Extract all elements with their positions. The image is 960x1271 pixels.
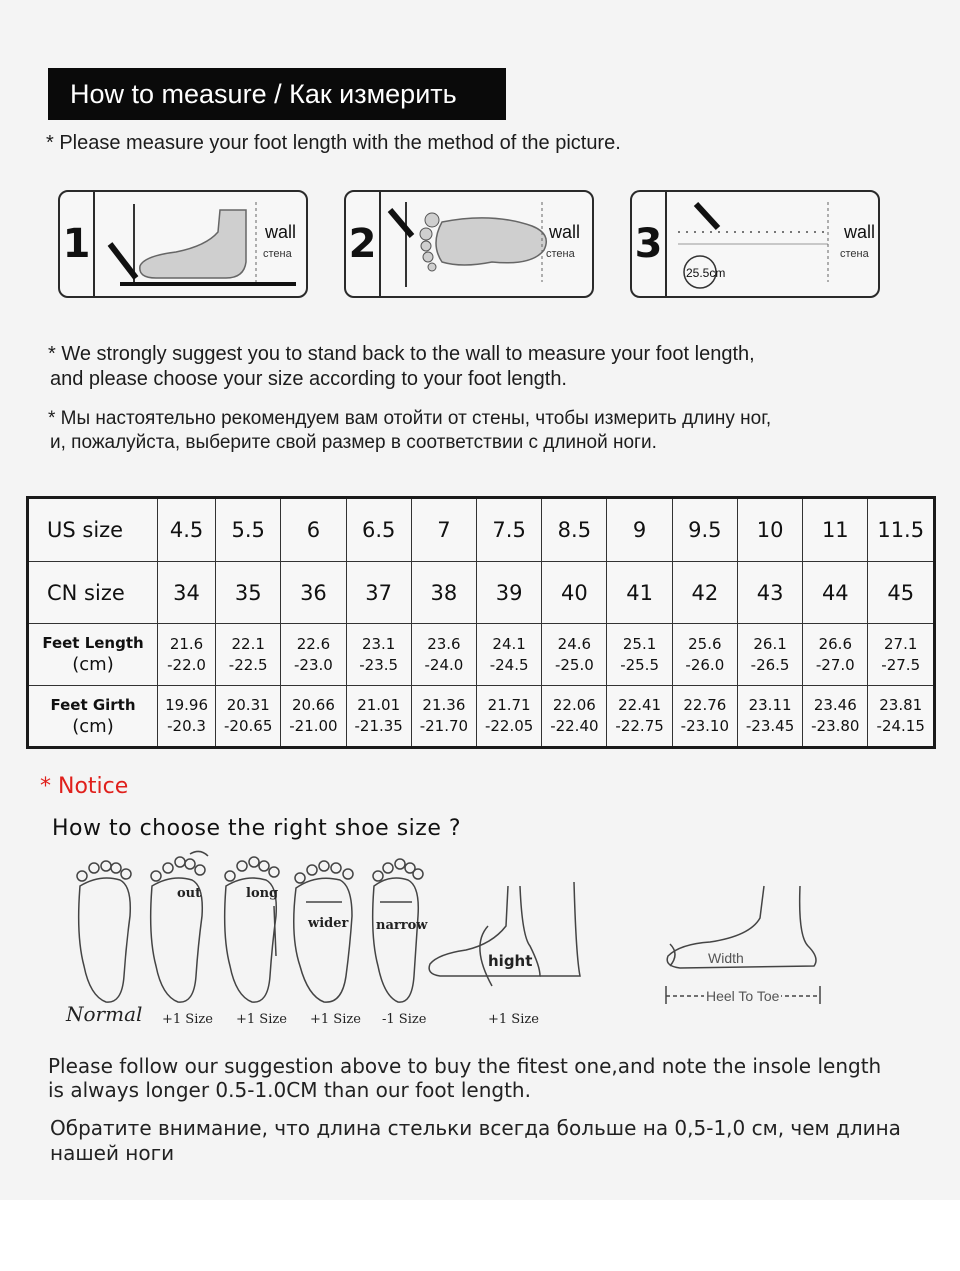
cn-size-cell: 40 <box>542 562 607 624</box>
cn-size-cell: 35 <box>216 562 281 624</box>
width-label: Width <box>708 950 744 966</box>
suggest-ru-line-1: * Мы настоятельно рекомендуем вам отойти от стены, чтобы измерить длину ног, <box>48 408 772 429</box>
feet-girth-header <box>28 686 158 748</box>
girth-cell <box>281 686 346 748</box>
girth-from: 21.36 <box>422 696 466 714</box>
length-cell <box>868 624 935 686</box>
length-cell <box>411 624 476 686</box>
girth-cell <box>737 686 802 748</box>
girth-from: 22.76 <box>683 696 727 714</box>
table-row-us <box>28 498 935 562</box>
girth-to: -23.10 <box>680 717 730 735</box>
foot-label-narrow: narrow <box>376 918 428 933</box>
girth-from: 22.41 <box>618 696 662 714</box>
us-size-cell: 6 <box>281 498 346 562</box>
girth-from: 21.71 <box>487 696 531 714</box>
cn-size-cell: 37 <box>346 562 411 624</box>
length-cell <box>158 624 216 686</box>
us-size-cell: 4.5 <box>158 498 216 562</box>
heel-to-toe-label: Heel To Toe <box>706 988 780 1004</box>
girth-cell <box>346 686 411 748</box>
ruler-icon <box>668 192 878 296</box>
foot-label-out: out <box>177 886 202 901</box>
size-change-label: +1 Size <box>488 1012 539 1027</box>
foot-top-icon <box>382 192 592 296</box>
us-size-cell: 5.5 <box>216 498 281 562</box>
length-from: 23.1 <box>361 634 396 653</box>
length-cell <box>281 624 346 686</box>
suggest-en-line-1: * We strongly suggest you to stand back to the wall to measure your foot length, <box>48 343 755 365</box>
foot-label-hight: hight <box>488 952 533 970</box>
length-to: -27.0 <box>815 655 855 674</box>
girth-to: -24.15 <box>876 717 925 735</box>
girth-cell <box>158 686 216 748</box>
wall-label-ru: стена <box>840 248 869 260</box>
us-size-cell: 9.5 <box>672 498 737 562</box>
length-cell <box>607 624 672 686</box>
girth-to: -20.3 <box>167 717 206 735</box>
length-to: -23.5 <box>359 655 399 674</box>
step-1-card <box>58 190 308 298</box>
us-size-cell: 11 <box>803 498 868 562</box>
size-change-label: +1 Size <box>236 1012 287 1027</box>
length-from: 22.6 <box>296 634 331 653</box>
girth-to: -20.65 <box>224 717 273 735</box>
size-change-label: -1 Size <box>382 1012 427 1027</box>
length-to: -22.5 <box>228 655 268 674</box>
girth-to: -21.70 <box>419 717 469 735</box>
cn-size-cell: 34 <box>158 562 216 624</box>
us-size-cell: 9 <box>607 498 672 562</box>
girth-from: 23.11 <box>748 696 792 714</box>
foot-side-icon <box>96 192 306 296</box>
size-chart-table <box>26 496 936 749</box>
follow-en-line-2: is always longer 0.5-1.0CM than our foot length. <box>48 1078 531 1102</box>
girth-cell <box>868 686 935 748</box>
length-from: 24.6 <box>557 634 592 653</box>
length-to: -23.0 <box>294 655 333 674</box>
girth-cell <box>542 686 607 748</box>
table-row-cn <box>28 562 935 624</box>
girth-from: 20.31 <box>226 696 270 714</box>
step-number: 3 <box>632 192 667 296</box>
us-size-header: US size <box>28 498 158 562</box>
follow-ru-line-1: Обратите внимание, что длина стельки всегда больше на 0,5-1,0 см, чем длина <box>50 1116 901 1140</box>
follow-ru-line-2: нашей ноги <box>50 1141 175 1165</box>
wall-label: wall <box>265 222 297 242</box>
girth-to: -22.40 <box>550 717 599 735</box>
feet-illustration <box>60 846 900 1046</box>
us-size-cell: 6.5 <box>346 498 411 562</box>
length-from: 25.1 <box>622 634 657 653</box>
girth-cell <box>607 686 672 748</box>
girth-cell <box>216 686 281 748</box>
length-to: -25.5 <box>620 655 659 674</box>
length-cell <box>672 624 737 686</box>
suggest-ru-line-2: и, пожалуйста, выберите свой размер в соответствии с длиной ноги. <box>50 432 657 453</box>
choose-size-title: How to choose the right shoe size ? <box>52 816 462 841</box>
cn-size-cell: 44 <box>803 562 868 624</box>
length-cell <box>737 624 802 686</box>
wall-label: wall <box>549 222 581 242</box>
length-to: -24.0 <box>424 655 464 674</box>
length-cell <box>803 624 868 686</box>
length-cell <box>216 624 281 686</box>
cn-size-cell: 41 <box>607 562 672 624</box>
us-size-cell: 7 <box>411 498 476 562</box>
feet-length-header <box>28 624 158 686</box>
feet-length-label: Feet Length <box>42 634 144 652</box>
girth-from: 20.66 <box>291 696 335 714</box>
girth-from: 22.06 <box>552 696 596 714</box>
step-number: 1 <box>60 192 95 296</box>
length-cell <box>477 624 542 686</box>
length-cell <box>346 624 411 686</box>
us-size-cell: 10 <box>737 498 802 562</box>
page-title: How to measure / Как измерить <box>48 68 506 120</box>
us-size-cell: 8.5 <box>542 498 607 562</box>
us-size-cell: 7.5 <box>477 498 542 562</box>
girth-to: -21.35 <box>354 717 403 735</box>
length-to: -26.0 <box>685 655 725 674</box>
unit-label: (cm) <box>72 654 114 675</box>
cn-size-cell: 38 <box>411 562 476 624</box>
intro-text: * Please measure your foot length with the method of the picture. <box>46 132 621 154</box>
foot-label-long: long <box>246 886 279 901</box>
length-to: -22.0 <box>167 655 206 674</box>
length-from: 22.1 <box>231 634 265 653</box>
step-3-card <box>630 190 880 298</box>
girth-to: -23.45 <box>745 717 795 735</box>
length-from: 25.6 <box>688 634 722 653</box>
girth-to: -22.75 <box>615 717 664 735</box>
girth-from: 23.46 <box>813 696 857 714</box>
length-from: 27.1 <box>884 634 918 653</box>
wall-label: wall <box>844 222 876 242</box>
girth-cell <box>411 686 476 748</box>
step-number: 2 <box>346 192 381 296</box>
length-from: 24.1 <box>492 634 526 653</box>
measured-length: 25.5cm <box>686 266 726 280</box>
girth-cell <box>672 686 737 748</box>
notice-label: * Notice <box>40 774 129 799</box>
length-from: 26.1 <box>753 634 787 653</box>
length-cell <box>542 624 607 686</box>
girth-from: 21.01 <box>357 696 401 714</box>
wall-label-ru: стена <box>546 248 575 260</box>
step-2-card <box>344 190 594 298</box>
girth-from: 23.81 <box>879 696 923 714</box>
girth-cell <box>803 686 868 748</box>
table-row-length <box>28 624 935 686</box>
size-change-label: +1 Size <box>162 1012 213 1027</box>
girth-cell <box>477 686 542 748</box>
girth-from: 19.96 <box>165 696 209 714</box>
length-from: 21.6 <box>169 634 204 653</box>
follow-en-line-1: Please follow our suggestion above to buy the fitest one,and note the insole length <box>48 1054 882 1078</box>
cn-size-header: CN size <box>28 562 158 624</box>
table-row-girth <box>28 686 935 748</box>
length-to: -25.0 <box>554 655 594 674</box>
cn-size-cell: 36 <box>281 562 346 624</box>
length-to: -27.5 <box>881 655 921 674</box>
length-to: -26.5 <box>750 655 790 674</box>
foot-label-wider: wider <box>308 916 349 931</box>
girth-to: -21.00 <box>289 717 338 735</box>
length-from: 23.6 <box>427 634 461 653</box>
unit-label: (cm) <box>72 715 114 737</box>
cn-size-cell: 43 <box>737 562 802 624</box>
cn-size-cell: 42 <box>672 562 737 624</box>
measuring-steps <box>58 190 893 302</box>
feet-girth-label: Feet Girth <box>50 695 136 714</box>
us-size-cell: 11.5 <box>868 498 935 562</box>
girth-to: -23.80 <box>811 717 860 735</box>
cn-size-cell: 45 <box>868 562 935 624</box>
girth-to: -22.05 <box>484 717 534 735</box>
length-from: 26.6 <box>818 634 852 653</box>
wall-label-ru: стена <box>263 248 292 260</box>
length-to: -24.5 <box>489 655 529 674</box>
suggest-en-line-2: and please choose your size according to your foot length. <box>50 368 567 390</box>
size-change-label: +1 Size <box>310 1012 361 1027</box>
normal-label: Normal <box>66 1002 143 1026</box>
cn-size-cell: 39 <box>477 562 542 624</box>
